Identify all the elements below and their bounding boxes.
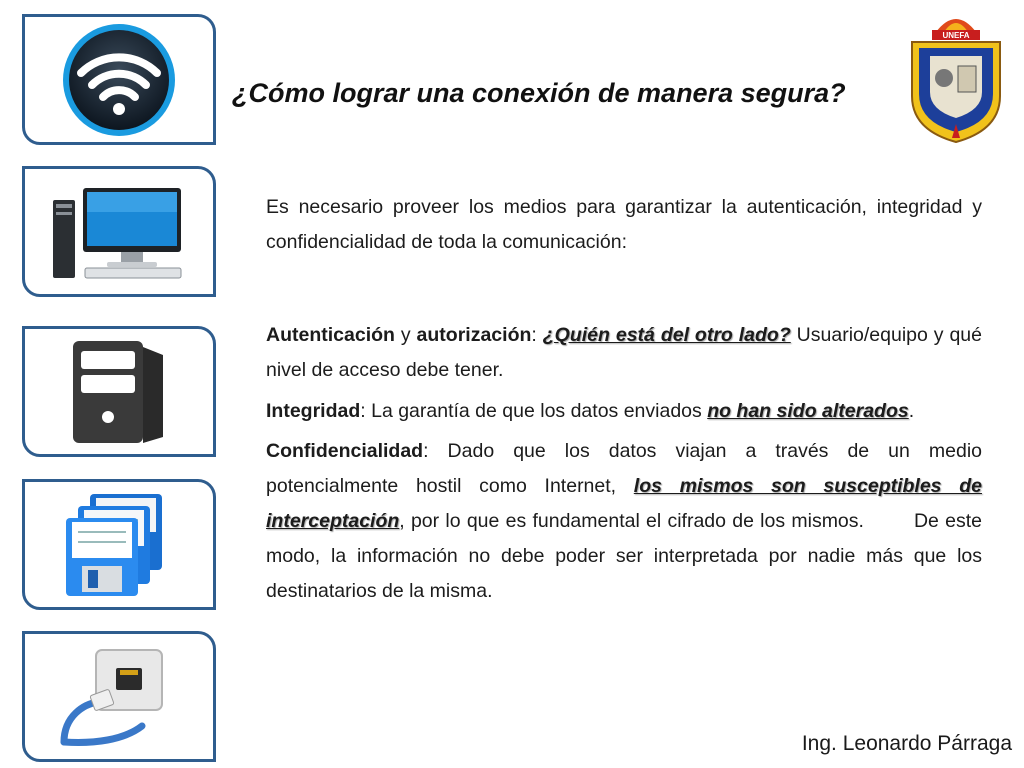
confidentiality-rest: , por lo que es fundamental el cifrado de los mismos. De este modo, la información no debe poder ser interpretada por nadie más que los destinatarios de la misma. [266,510,988,602]
auth-rest: Usuario/equipo y qué nivel de acceso debe tener. [266,324,982,381]
ethernet-tile [22,631,216,762]
authorization-term: autorización [416,324,532,346]
integrity-end: . [908,400,915,422]
author-signature: Ing. Leonardo Párraga [801,732,1012,755]
confidentiality-text: : Dado que los datos viajan a través de un medio potencialmente hostil como Internet, [266,440,982,497]
confidentiality-highlight: los mismos son susceptibles de interceptación [266,475,982,532]
auth-highlight: ¿Quién está del otro lado? [542,324,791,346]
wifi-icon [59,21,179,139]
intro-paragraph: Es necesario proveer los medios para garantizar la autenticación, integridad y confidencialidad de toda la comunicación: [266,196,982,253]
confidentiality-paragraph [266,434,988,609]
integrity-paragraph [266,394,982,429]
crest-text: UNEFA [942,31,970,40]
integrity-text: : La garantía de que los datos enviados [360,400,708,422]
auth-separator: : [531,324,543,346]
page-title: ¿Cómo lograr una conexión de manera segura? [232,78,846,108]
server-tile [22,326,216,457]
authentication-paragraph [266,318,982,388]
confidentiality-term: Confidencialidad [266,440,424,462]
university-crest-icon [906,6,1006,146]
auth-conjunction: y [394,324,417,346]
floppy-tile [22,479,216,610]
wifi-tile [22,14,216,145]
integrity-term: Integridad [266,400,361,422]
desktop-computer-icon [49,182,189,282]
floppy-disk-icon [64,492,174,597]
server-tower-icon [59,337,179,447]
authentication-term: Autenticación [266,324,395,346]
computer-tile [22,166,216,297]
integrity-highlight: no han sido alterados [707,400,909,422]
ethernet-port-icon [54,644,184,749]
